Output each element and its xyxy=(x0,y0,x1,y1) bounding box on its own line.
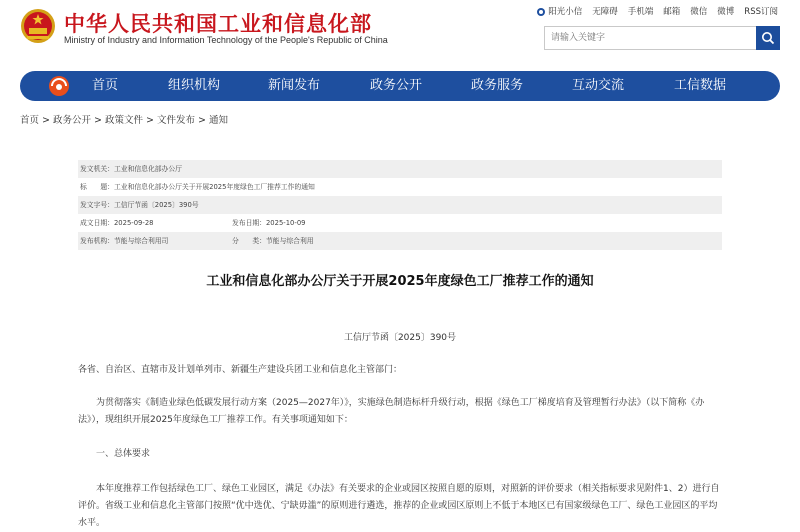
nav-item-data[interactable]: 工信数据 xyxy=(674,78,727,93)
meta-row-title xyxy=(78,178,722,196)
breadcrumb-home[interactable]: 首页 xyxy=(20,115,40,126)
article-doc-number: 工信厅节函〔2025〕390号 xyxy=(343,333,457,343)
nav-item-organization[interactable]: 组织机构 xyxy=(168,78,221,93)
meta-category: 分 类：节能与综合利用 xyxy=(232,237,314,245)
meta-row-doc-number xyxy=(78,196,722,214)
search-icon xyxy=(761,31,775,45)
toplink-weibo[interactable]: 微博 xyxy=(717,7,735,17)
article-paragraph: 为贯彻落实《制造业绿色低碳发展行动方案（2025—2027年）》，实施绿色制造标杆升级行动，根据《绿色工厂梯度培育及管理暂行办法》（以下简称《办法》），现组织开展2025年度绿色工厂推荐工作。有关事项通知如下： xyxy=(78,398,705,425)
ministry-logo-icon[interactable] xyxy=(48,75,70,97)
nav-item-government-affairs[interactable]: 政务公开 xyxy=(370,78,423,93)
breadcrumb-gov-affairs[interactable]: 政务公开 xyxy=(52,115,91,126)
nav-item-interaction[interactable]: 互动交流 xyxy=(572,78,625,93)
article-paragraph: 本年度推荐工作包括绿色工厂、绿色工业园区，满足《办法》有关要求的企业或园区按照自愿的原则，对照新的评价要求（相关指标要求见附件1、2）进行自评价。省级工业和信息化主管部门按照“优中选优、宁缺毋滥”的原则进行遴选，推荐的企业或园区原则上不低于本地区已有国家级绿色工厂、绿色工业园区的平均水平。 xyxy=(78,484,720,528)
meta-row-org xyxy=(78,232,722,250)
breadcrumb-release[interactable]: 文件发布 xyxy=(156,115,195,126)
toplink-accessibility[interactable]: 无障碍 xyxy=(592,7,618,17)
main-nav xyxy=(20,71,780,101)
site-header xyxy=(0,0,800,64)
toplink-mail[interactable]: 邮箱 xyxy=(663,7,681,17)
breadcrumb-separator: > xyxy=(197,115,206,126)
nav-item-news[interactable]: 新闻发布 xyxy=(268,78,321,93)
breadcrumb-notice[interactable]: 通知 xyxy=(208,115,228,126)
nav-item-services[interactable]: 政务服务 xyxy=(471,78,524,93)
breadcrumb xyxy=(20,112,228,126)
meta-doc-number: 发文字号：工信厅节函〔2025〕390号 xyxy=(80,201,199,209)
meta-issuer: 发文机关：工业和信息化部办公厅 xyxy=(80,165,182,173)
nav-item-home[interactable]: 首页 xyxy=(92,78,119,93)
article-section-heading: 一、总体要求 xyxy=(96,449,151,459)
site-title-en: Ministry of Industry and Information Technology of the People's Republic of China xyxy=(64,35,388,45)
meta-row-issuer xyxy=(78,160,722,178)
search-input[interactable] xyxy=(545,27,757,49)
breadcrumb-policy[interactable]: 政策文件 xyxy=(104,115,143,126)
site-title[interactable]: 中华人民共和国工业和信息化部 xyxy=(64,12,372,36)
meta-published-date: 发布日期：2025-10-09 xyxy=(232,219,306,227)
breadcrumb-separator: > xyxy=(94,115,102,126)
toplink-sunshine[interactable]: 阳光小信 xyxy=(536,5,582,17)
national-emblem-icon xyxy=(20,6,56,46)
sunshine-icon xyxy=(536,7,546,17)
toplink-wechat[interactable]: 微信 xyxy=(690,7,708,17)
toplink-rss[interactable]: RSS订阅 xyxy=(744,7,778,17)
search-box xyxy=(544,26,780,50)
toplink-mobile[interactable]: 手机端 xyxy=(627,7,654,17)
meta-row-dates xyxy=(78,214,722,232)
top-links xyxy=(536,5,778,17)
breadcrumb-separator: > xyxy=(42,115,50,126)
meta-issuing-org: 发布机构：节能与综合利用司 xyxy=(80,237,169,245)
breadcrumb-separator: > xyxy=(145,115,154,126)
article-title: 工业和信息化部办公厅关于开展2025年度绿色工厂推荐工作的通知 xyxy=(206,274,594,289)
document-meta-table xyxy=(78,160,722,250)
meta-title: 标 题：工业和信息化部办公厅关于开展2025年度绿色工厂推荐工作的通知 xyxy=(80,183,315,191)
article-recipients: 各省、自治区、直辖市及计划单列市、新疆生产建设兵团工业和信息化主管部门： xyxy=(78,365,403,375)
search-button[interactable] xyxy=(756,26,780,50)
meta-created-date: 成文日期：2025-09-28 xyxy=(80,219,154,227)
